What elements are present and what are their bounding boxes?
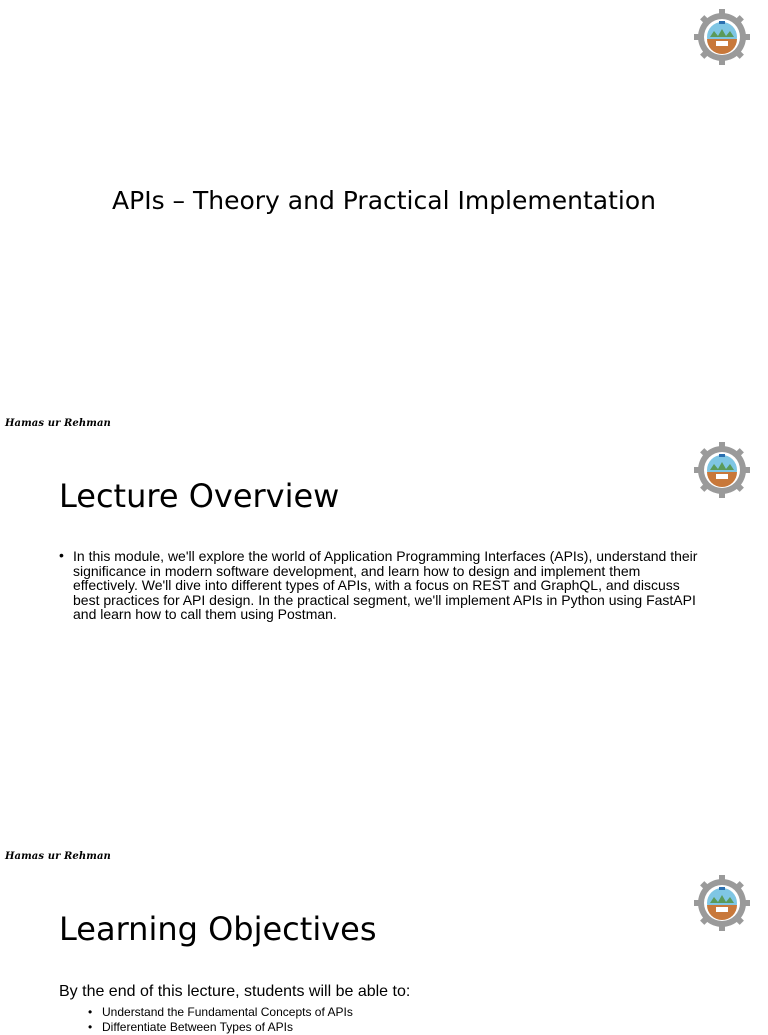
list-item: • Differentiate Between Types of APIs xyxy=(88,1020,353,1035)
footer-author: Hamas ur Rehman xyxy=(5,418,111,429)
presentation-title: APIs – Theory and Practical Implementation xyxy=(112,186,656,215)
slide-heading: Lecture Overview xyxy=(59,477,340,515)
objectives-intro: By the end of this lecture, students will be able to: xyxy=(59,983,411,1000)
slide-title xyxy=(0,0,768,433)
slide-heading: Learning Objectives xyxy=(59,910,377,948)
overview-bullet-list xyxy=(59,549,709,622)
slide-learning-objectives xyxy=(0,866,768,1034)
list-item: • Understand the Fundamental Concepts of APIs xyxy=(88,1005,353,1020)
footer-author: Hamas ur Rehman xyxy=(5,851,111,862)
list-item: • In this module, we'll explore the world of Application Programming Interfaces (APIs), understand their significance in modern software development, and learn how to design and implement them effectively. We'll dive into different types of APIs, with a focus on REST and GraphQL, and discuss best practices for API design. In the practical segment, we'll implement APIs in Python using FastAPI and learn how to call them using Postman. xyxy=(59,549,709,622)
university-logo-icon xyxy=(694,9,750,65)
objectives-list xyxy=(88,1005,353,1035)
slide-lecture-overview xyxy=(0,433,768,866)
university-logo-icon xyxy=(694,442,750,498)
university-logo-icon xyxy=(694,875,750,931)
